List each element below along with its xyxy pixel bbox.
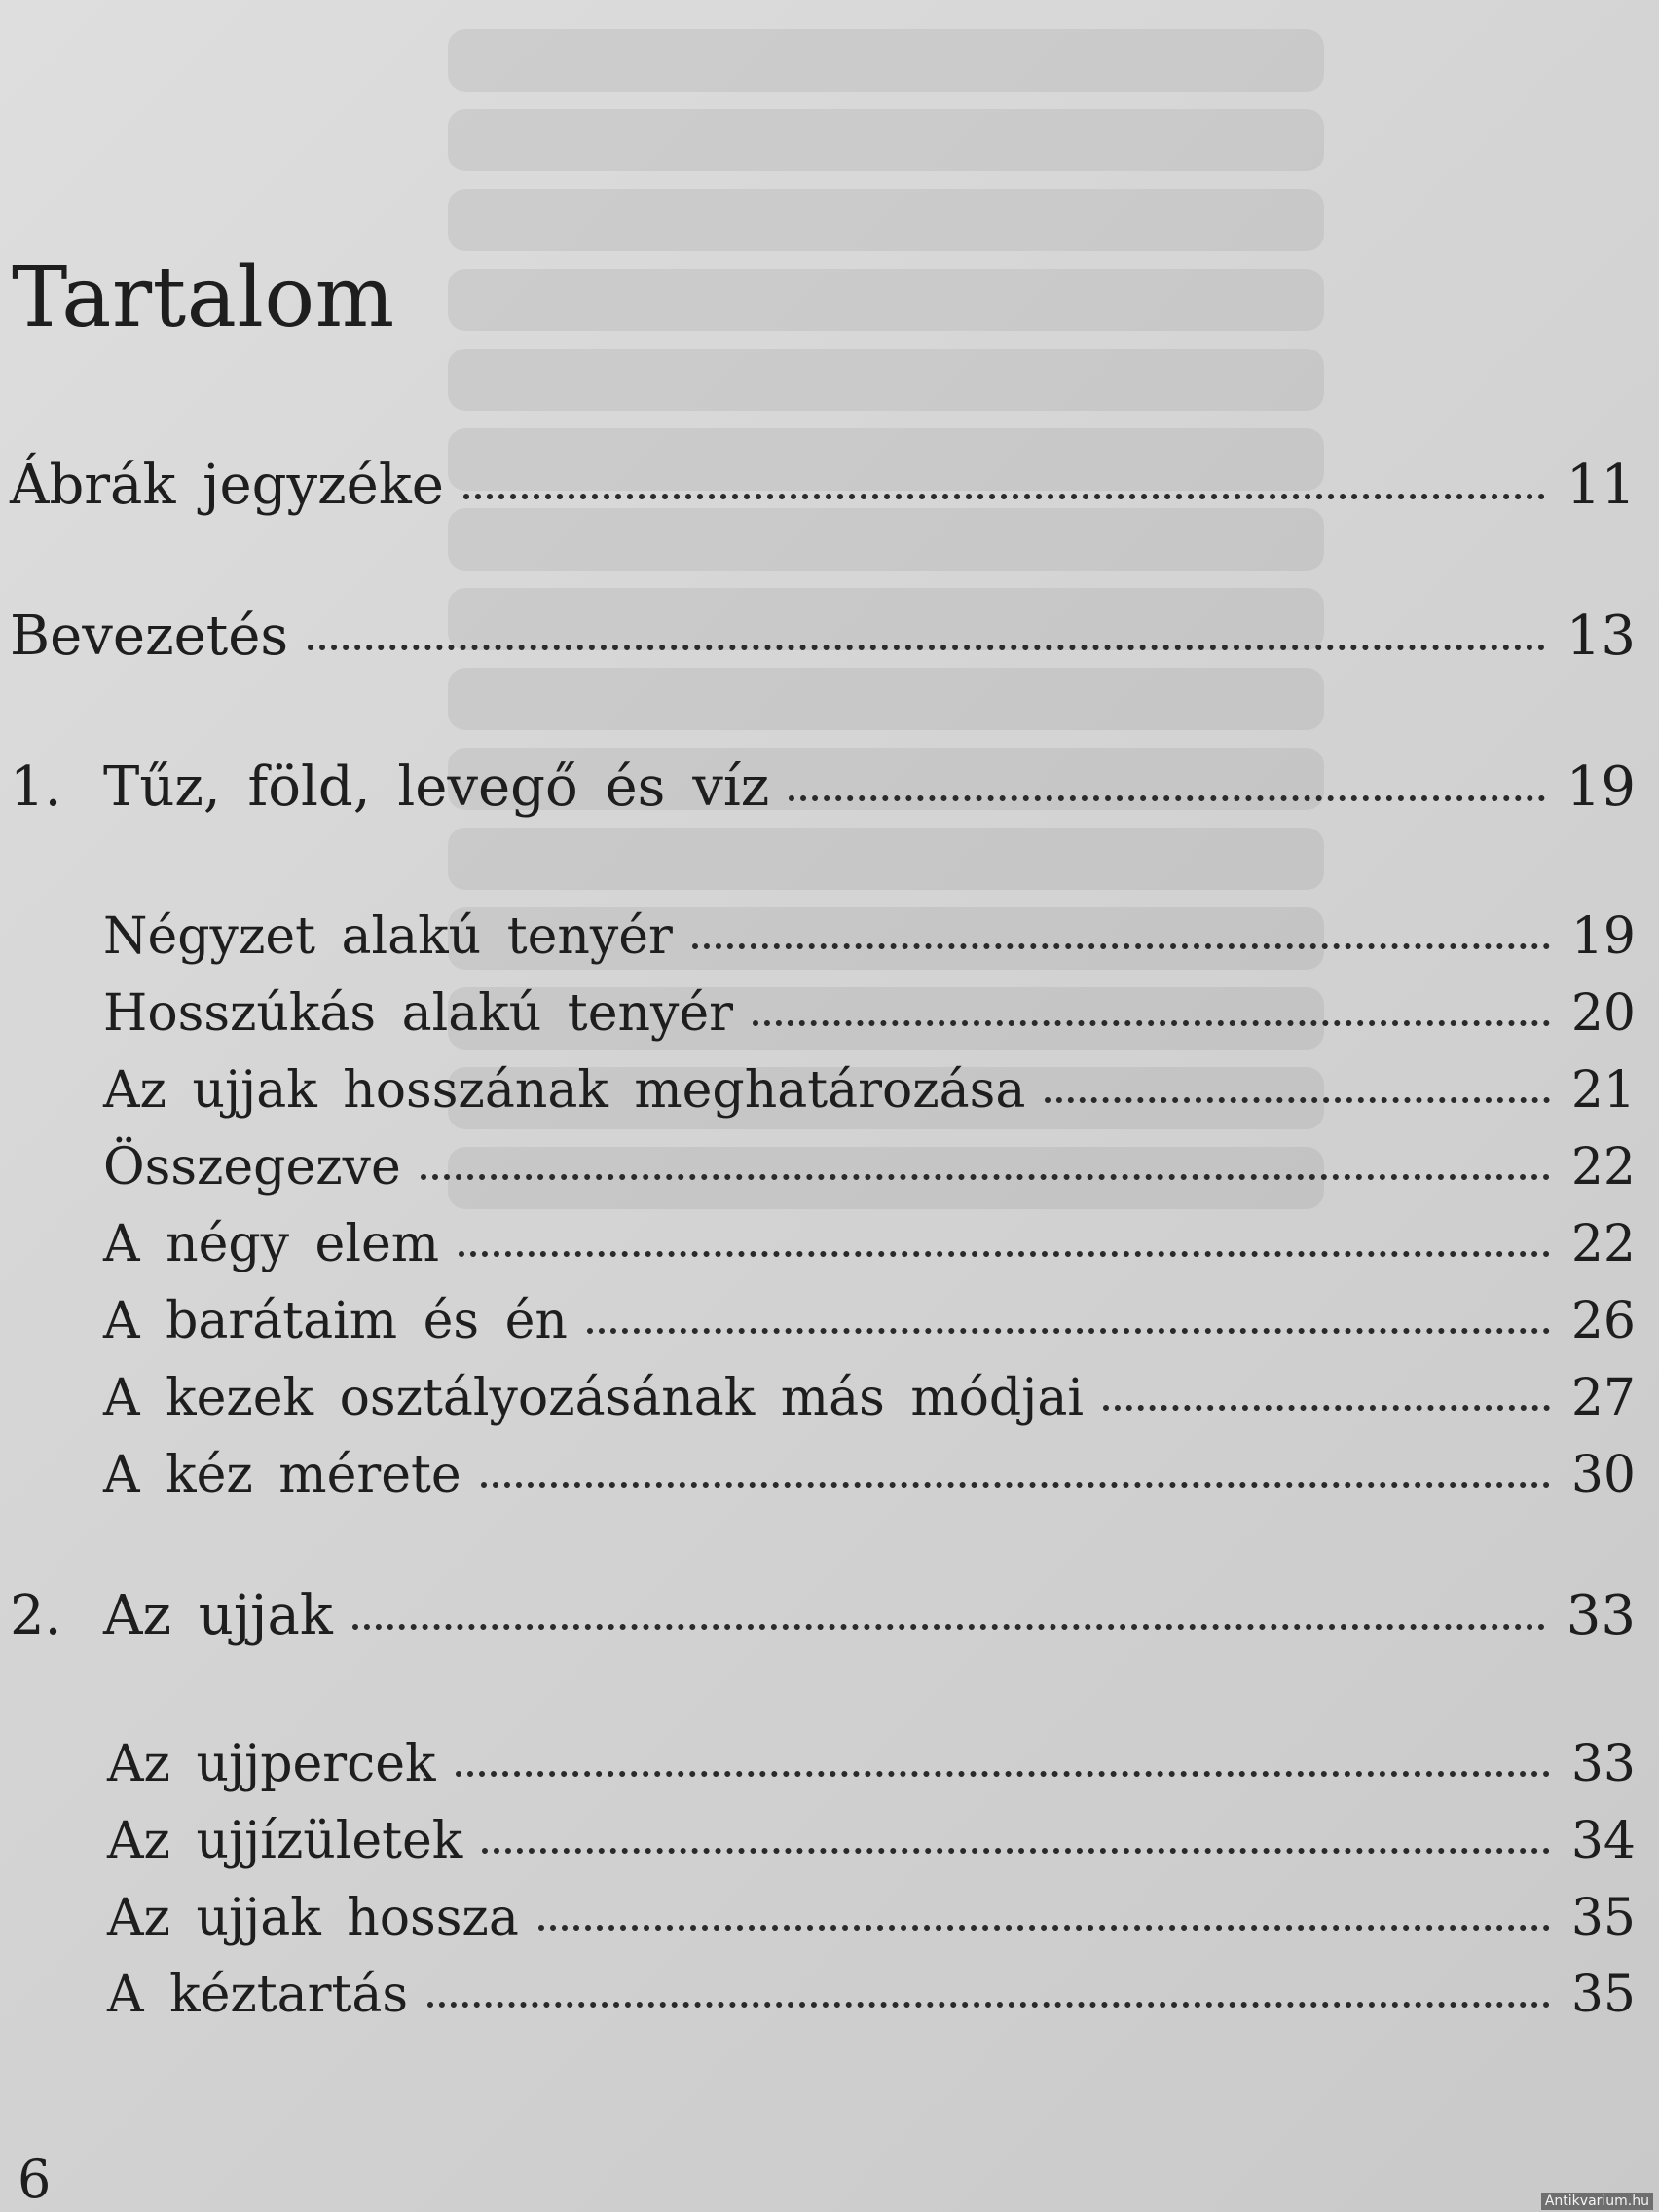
toc-section [107, 1735, 1636, 1809]
toc-entry-label: A négy elem [103, 1215, 440, 1273]
dot-leader [481, 1482, 1550, 1488]
toc-entry-page: 19 [1570, 907, 1636, 966]
toc-entry-abrak-jegyzeke [10, 454, 1636, 528]
toc-entry-page: 34 [1570, 1812, 1636, 1870]
dot-leader [463, 494, 1545, 499]
dot-leader [482, 1848, 1550, 1854]
toc-entry-label: Hosszúkás alakú tenyér [103, 984, 733, 1043]
toc-chapter-1 [10, 756, 1636, 830]
toc-entry-label: Az ujjak hosszának meghatározása [103, 1061, 1026, 1120]
toc-entry-bevezetes [10, 605, 1636, 679]
dot-leader [352, 1624, 1545, 1630]
toc-entry-page: 35 [1570, 1889, 1636, 1947]
chapter-number: 2. [10, 1584, 62, 1647]
toc-entry-page: 13 [1566, 605, 1636, 668]
toc-entry-page: 33 [1566, 1584, 1636, 1647]
toc-section [103, 907, 1636, 981]
toc-entry-label: Ábrák jegyzéke [10, 454, 444, 517]
dot-leader [459, 1251, 1550, 1257]
toc-entry-page: 30 [1570, 1446, 1636, 1504]
toc-entry-page: 20 [1570, 984, 1636, 1043]
toc-entry-page: 21 [1570, 1061, 1636, 1120]
toc-section [103, 1369, 1636, 1443]
toc-section [103, 1138, 1636, 1212]
dot-leader [789, 795, 1544, 801]
toc-entry-page: 35 [1570, 1966, 1636, 2024]
toc-entry-label: Az ujjpercek [107, 1735, 436, 1793]
toc-section [103, 984, 1636, 1058]
toc-entry-page: 19 [1566, 756, 1636, 819]
dot-leader [587, 1328, 1550, 1334]
toc-entry-label: A kéz mérete [103, 1446, 461, 1504]
toc-chapter-2 [10, 1584, 1636, 1658]
chapter-number: 1. [10, 756, 62, 819]
dot-leader [421, 1174, 1550, 1180]
toc-entry-label: A barátaim és én [103, 1292, 568, 1350]
dot-leader [1103, 1405, 1550, 1411]
toc-entry-page: 26 [1570, 1292, 1636, 1350]
toc-entry-page: 27 [1570, 1369, 1636, 1427]
toc-entry-label: A kezek osztályozásának más módjai [103, 1369, 1084, 1427]
toc-entry-label: Összegezve [103, 1138, 401, 1197]
dot-leader [308, 645, 1545, 650]
toc-entry-label: Bevezetés [10, 605, 289, 668]
dot-leader [1045, 1097, 1549, 1103]
watermark: Antikvarium.hu [1541, 2193, 1653, 2210]
dot-leader [538, 1925, 1550, 1931]
toc-entry-page: 22 [1570, 1138, 1636, 1197]
toc-entry-label: Az ujjízületek [107, 1812, 463, 1870]
toc-section [103, 1215, 1636, 1289]
toc-entry-page: 11 [1566, 454, 1636, 517]
dot-leader [753, 1020, 1550, 1026]
dot-leader [427, 2002, 1550, 2008]
toc-entry-page: 33 [1570, 1735, 1636, 1793]
page-title: Tartalom [12, 248, 395, 347]
toc-entry-label: Tűz, föld, levegő és víz [103, 756, 770, 819]
page-number: 6 [18, 2149, 52, 2210]
toc-section [107, 1812, 1636, 1886]
toc-section [103, 1446, 1636, 1520]
toc-entry-label: Az ujjak hossza [107, 1889, 519, 1947]
toc-entry-label: Az ujjak [103, 1584, 333, 1647]
toc-section [103, 1292, 1636, 1366]
toc-section [107, 1966, 1636, 2040]
toc-entry-page: 22 [1570, 1215, 1636, 1273]
toc-section [103, 1061, 1636, 1135]
dot-leader [456, 1771, 1550, 1777]
toc-section [107, 1889, 1636, 1963]
dot-leader [692, 943, 1550, 949]
toc-entry-label: Négyzet alakú tenyér [103, 907, 673, 966]
toc-entry-label: A kéztartás [107, 1966, 409, 2024]
